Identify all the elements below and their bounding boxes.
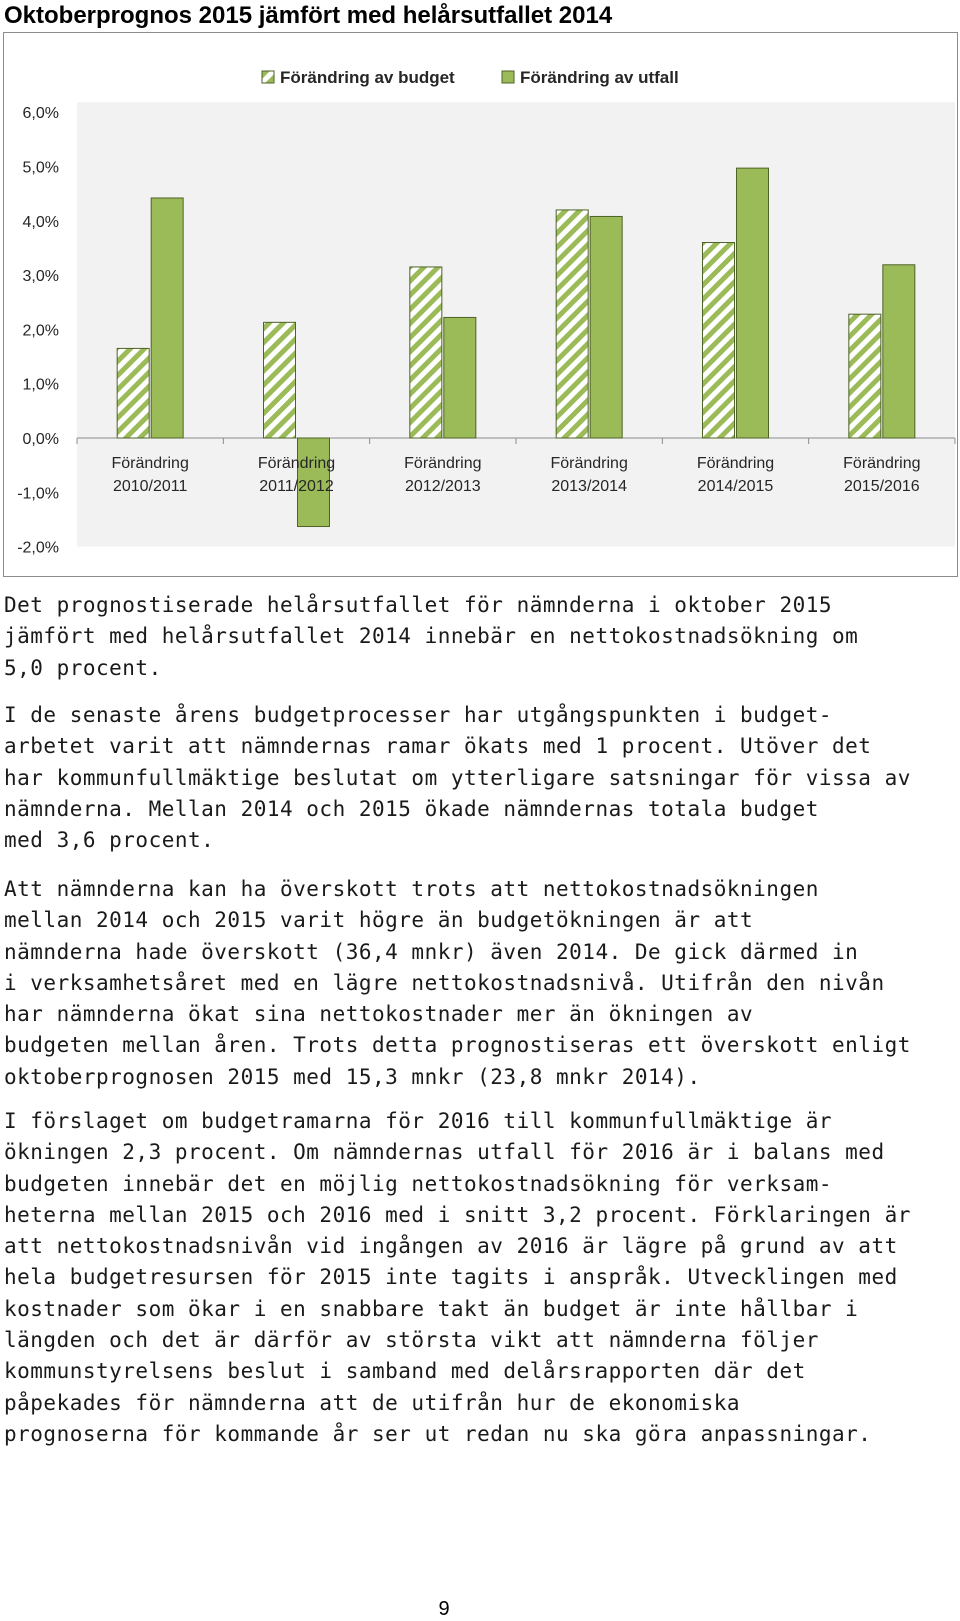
paragraph-line: påpekades för nämnderna att de utifrån hur de ekonomiska: [4, 1390, 741, 1415]
plot-area: [77, 102, 955, 546]
x-category-label: Förändring: [404, 455, 482, 472]
paragraph-line: I förslaget om budgetramarna för 2016 till kommunfullmäktige är: [4, 1109, 833, 1133]
paragraph-line: längden och det är därför av största vikt att nämnderna följer: [4, 1328, 819, 1353]
paragraph-line: har nämnderna ökat sina nettokostnader mer än ökningen av: [4, 1002, 754, 1027]
bar-chart: [4, 33, 957, 576]
y-tick-label: -2,0%: [17, 539, 59, 557]
paragraph-line: Det prognostiserade helårsutfallet för nämnderna i oktober 2015: [4, 593, 833, 617]
y-tick-label: 1,0%: [22, 376, 59, 394]
paragraph-line: hela budgetresursen för 2015 inte tagits i anspråk. Utvecklingen med: [4, 1265, 898, 1290]
y-tick-label: 4,0%: [22, 213, 59, 231]
paragraph-line: budgeten innebär det en möjlig nettokostnadsökning för verksam-: [4, 1171, 833, 1196]
paragraph-line: I de senaste årens budgetprocesser har utgångspunkten i budget-: [4, 703, 833, 727]
y-tick-label: 6,0%: [22, 105, 59, 123]
x-category-label: Förändring: [696, 455, 775, 472]
paragraph-line: har kommunfullmäktige beslutat om ytterligare satsningar för vissa av: [4, 765, 911, 790]
paragraph-line: nämnderna. Mellan 2014 och 2015 ökade nämndernas totala budget: [4, 796, 819, 821]
paragraph-line: att nettokostnadsnivån vid ingången av 2016 är lägre på grund av att: [4, 1234, 898, 1259]
bar-utfall: [444, 317, 476, 438]
paragraph-line: i verksamhetsåret med en lägre nettokostnadsnivå. Utifrån den nivån: [4, 970, 885, 995]
bar-budget: [556, 210, 588, 438]
paragraph-line: oktoberprognosen 2015 med 15,3 mnkr (23,8 mnkr 2014).: [4, 1064, 701, 1089]
paragraph: [4, 590, 954, 684]
paragraph-line: nämnderna hade överskott (36,4 mnkr) även 2014. De gick därmed in: [4, 939, 859, 964]
bar-utfall: [883, 265, 915, 438]
y-tick-label: 3,0%: [22, 268, 59, 286]
paragraph-line: arbetet varit att nämndernas ramar ökats med 1 procent. Utöver det: [4, 734, 872, 759]
legend-swatch-budget: [262, 71, 274, 83]
bar-utfall: [151, 198, 183, 438]
bar-budget: [264, 322, 296, 438]
paragraph-line: kostnader som ökar i en snabbare takt än budget är inte hållbar i: [4, 1296, 859, 1321]
x-category-label: 2011/2012: [259, 478, 334, 495]
paragraph-line: mellan 2014 och 2015 varit högre än budgetökningen är att: [4, 908, 754, 933]
page-heading: Oktoberprognos 2015 jämfört med helårsutfallet 2014: [4, 2, 613, 29]
bar-budget: [849, 314, 881, 438]
bar-budget: [410, 267, 442, 438]
x-category-label: 2012/2013: [405, 478, 481, 495]
legend-swatch-utfall: [502, 71, 514, 83]
legend-label-budget: Förändring av budget: [280, 68, 455, 87]
x-category-label: Förändring: [257, 455, 336, 472]
paragraph-line: kommunstyrelsens beslut i samband med delårsrapporten där det: [4, 1359, 806, 1384]
x-category-label: Förändring: [550, 455, 628, 472]
x-category-label: 2014/2015: [697, 478, 774, 495]
y-tick-label: -1,0%: [17, 485, 59, 503]
bar-budget: [117, 348, 149, 438]
x-category-label: Förändring: [843, 455, 921, 472]
paragraph-line: budgeten mellan åren. Trots detta prognostiseras ett överskott enligt: [4, 1033, 911, 1058]
paragraph-line: ökningen 2,3 procent. Om nämndernas utfall för 2016 är i balans med: [4, 1140, 885, 1165]
paragraph-line: Att nämnderna kan ha överskott trots att nettokostnadsökningen: [4, 877, 819, 901]
paragraph: [4, 874, 954, 1093]
x-category-label: 2013/2014: [551, 478, 627, 495]
paragraph-line: med 3,6 procent.: [4, 828, 215, 853]
bar-budget: [703, 243, 735, 438]
legend-label-utfall: Förändring av utfall: [520, 68, 679, 87]
page-number: 9: [438, 1598, 450, 1620]
x-category-label: 2010/2011: [112, 478, 188, 495]
paragraph-line: jämfört med helårsutfallet 2014 innebär en nettokostnadsökning om: [4, 624, 859, 649]
paragraph: [4, 700, 954, 856]
x-category-label: Förändring: [111, 455, 189, 472]
paragraph-line: prognoserna för kommande år ser ut redan nu ska göra anpassningar.: [4, 1421, 872, 1446]
chart-frame: [3, 32, 958, 577]
paragraph-line: heterna mellan 2015 och 2016 med i snitt 3,2 procent. Förklaringen är: [4, 1202, 911, 1227]
y-tick-label: 2,0%: [22, 322, 59, 340]
y-tick-label: 0,0%: [22, 431, 59, 448]
paragraph: [4, 1106, 954, 1450]
paragraph-line: 5,0 procent.: [4, 655, 162, 680]
bar-utfall: [737, 168, 769, 438]
y-tick-label: 5,0%: [22, 159, 59, 177]
bar-utfall: [590, 216, 622, 438]
x-category-label: 2015/2016: [844, 478, 920, 495]
